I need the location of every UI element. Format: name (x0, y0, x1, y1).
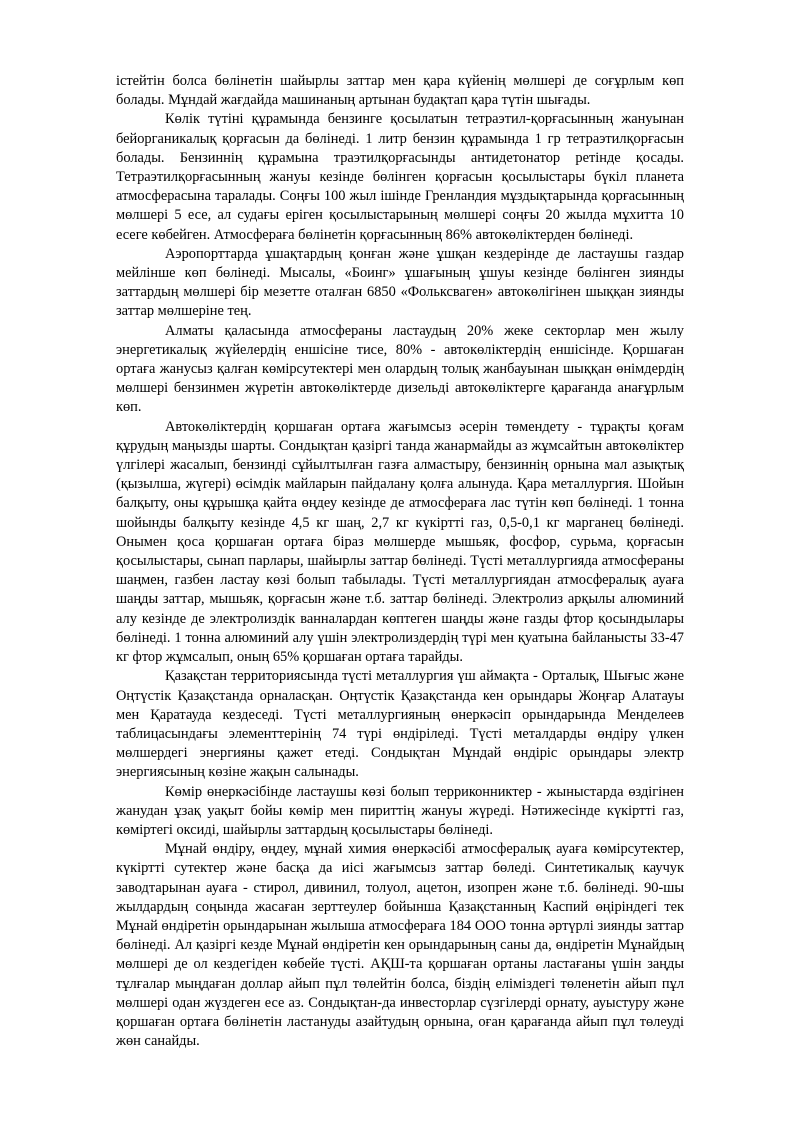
document-page (116, 72, 684, 1051)
paragraph-almaty: Алматы қаласында атмосфераны ластаудың 20% жеке секторлар мен жылу энергетикалық жүйелердің еншісіне тисе, 80% - автокөліктердің еншісінде. Қоршаған ортаға жанусыз қалған көмірсутектері мен олардың толық жанбауынан шыққан өнімдердің мөлшері бензинмен жүретін автокөліктерде дизельді автокөліктерге қарағанда анағұрлым көп. (116, 322, 684, 416)
paragraph-coal-industry: Көмір өнеркәсібінде ластаушы көзі болып терриконниктер - жыныстарда өздігінен жанудан ұзақ уақыт бойы көмір мен пириттің жануы жүреді. Нәтижесінде күкіртті газ, көміртегі оксиді, шайырлы заттардың қосылыстары бөлінеді. (116, 783, 684, 838)
paragraph-continuation: істейтін болса бөлінетін шайырлы заттар мен қара күйенің мөлшері де соғұрлым көп болады. Мұндай жағдайда машинаның артынан будақтап қара түтін шығады. (116, 73, 684, 109)
paragraph-metallurgy: Автокөліктердің қоршаған ортаға жағымсыз әсерін төмендету - тұрақты қоғам құрудың маңызды шарты. Сондықтан қазіргі танда жанармайды аз жұмсайтын автокөліктер үлгілері жасалып, бензинді сұйылтылған газға алмастыру, бензиннің орнына мал азықтық (қызылша, жүгері) өсімдік майларын пайдалану қолға алынуда. Қара металлургия. Шойын балқыту, оны құрышқа қайта өңдеу кезінде де атмосфераға лас түтін көп бөлінеді. 1 тонна шойынды балқыту кезінде 4,5 кг шаң, 2,7 кг күкіртті газ, 0,5-0,1 кг марганец бөлінеді. Онымен қоса қоршаған ортаға біраз мөлшерде мышьяк, фосфор, сурьма, қорғасын қосылыстары, сынап парлары, шайырлы заттар бөлінеді. Түсті металлургияда атмосфераны шаңмен, газбен ластау көзі болып табылады. Түсті металлургиядан атмосфералық ауаға шаңды заттар, мышьяк, қорғасын және т.б. заттар бөлінеді. Электролиз арқылы алюминий алу кезінде де электролиздік ванналардан көптеген шаңды және газды фтор қосындылары бөлінеді. 1 тонна алюминий алу үшін электролиздердің түрі мен қуатына байланысты 33-47 кг фтор жұмсалып, оның 65% қоршаған ортаға тарайды. (116, 418, 684, 666)
paragraph-airports: Аэропорттарда ұшақтардың қонған және ұшқан кездерінде де ластаушы газдар мейлінше көп бөлінеді. Мысалы, «Боинг» ұшағының ұшуы кезінде бөлінген зиянды заттардың мөлшері бір мезетте оталған 6850 «Фольксваген» автокөлігінен шыққан зиянды заттар мөлшеріне тең. (116, 245, 684, 320)
paragraph-kazakhstan-metallurgy: Қазақстан территориясында түсті металлургия үш аймақта - Орталық, Шығыс және Оңтүстік Қазақстанда орналасқан. Оңтүстік Қазақстанда кен орындары Жоңғар Алатауы мен Қаратауда кездеседі. Түсті металлургияның өнеркәсіп орындарында Менделеев таблицасындағы элементтерінің 74 түрі өндіріледі. Түсті металдарды өндіру үлкен мөлшердегі энергияны қажет етеді. Сондықтан Мұндай өндіріс орындары электр энергиясының көзіне жақын салынады. (116, 668, 684, 781)
paragraph-lead-emissions: Көлік түтіні құрамында бензинге қосылатын тетраэтил-қорғасынның жануынан бейорганикалық қорғасын да бөлінеді. 1 литр бензин құрамында 1 гр тетраэтилқорғасын болады. Бензиннің құрамына траэтилқорғасынды антидетонатор ретінде қосады. Тетраэтилқорғасынның жануы кезінде бөлінген қорғасын қосылыстары бүкіл планета атмосферасына таралады. Соңғы 100 жыл ішінде Гренландия мұздықтарында қорғасынның мөлшері 5 есе, ал судағы еріген қосылыстарының мөлшері соңғы 20 жылда мұхитта 10 есеге көбейген. Атмосфераға бөлінетін қорғасынның 86% автокөліктерден бөлінеді. (116, 111, 684, 243)
paragraph-oil-industry: Мұнай өндіру, өңдеу, мұнай химия өнеркәсібі атмосфералық ауаға көмірсутектер, күкіртті сутектер және басқа да иісі жағымсыз заттар бөледі. Синтетикалық каучук заводтарынан ауаға - стирол, дивинил, толуол, ацетон, изопрен және т.б. бөлінеді. 90-шы жылдардың соңында жасаған зерттеулер бойынша Қазақстанның Каспий өңіріндегі тек Мұнай өндіретін орындарынан жылыша атмосфераға 184 ООО тонна әртүрлі зиянды заттар бөлінеді. Ал қазіргі кезде Мұнай өндіретін кен орындарының саны да, өндіретін Мұнайдың мөлшері де ол кездегіден көбейе түсті. АҚШ-та қоршаған ортаны ластағаны үшін заңды тұлғалар мыңдаған доллар айып пұл төлейтін болса, біздің еліміздегі төленетін айып пұл мөлшері одан жүздеген есе аз. Сондықтан-да инвесторлар сүзгілерді орнату, ауыстуру және қоршаған ортаға бөлінетін ластануды азайтудың орнына, оған қарағанда айып пұл төлеуді жөн санайды. (116, 841, 684, 1050)
